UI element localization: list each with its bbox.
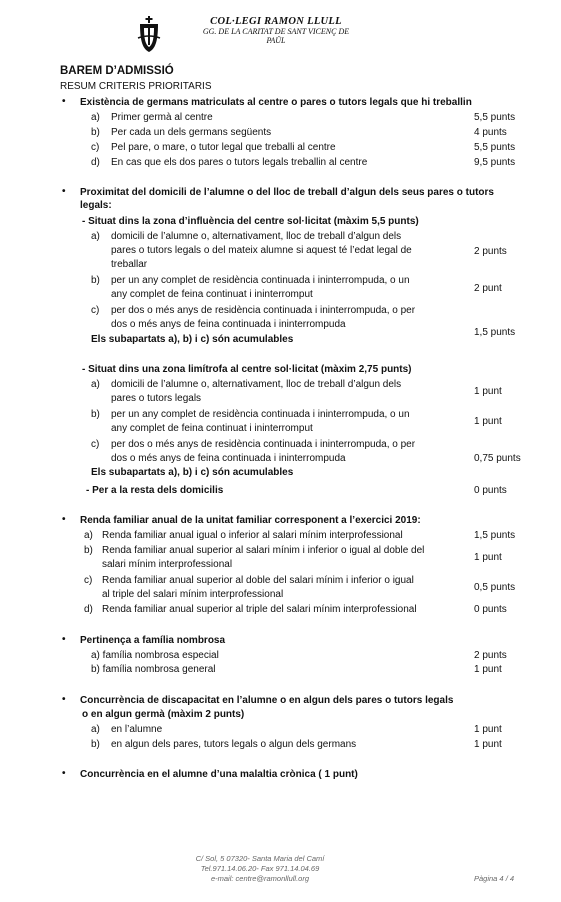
points-value: 1 punt [474,552,502,563]
other-domiciles: - Per a la resta dels domicilis [86,485,224,496]
bullet-icon: • [62,186,66,197]
list-item: En cas que els dos pares o tutors legals treballin al centre [111,157,368,168]
list-marker: a) [91,724,100,735]
points-value: 1,5 punts [474,327,516,338]
footer-email: e-mail: centre@ramonllull.org [210,874,310,883]
list-marker: b) [91,127,100,138]
points-value: 2 punts [474,246,507,257]
section-siblings-title: Existència de germans matriculats al centre o pares o tutors legals que hi treballin [80,97,472,108]
bullet-icon: • [62,514,66,525]
list-item-cont: any complet de feina continuat i ininterromput [111,289,313,300]
list-marker: c) [84,575,93,586]
bullet-icon: • [62,634,66,645]
section-disability-title: Concurrència de discapacitat en l’alumne o en algun dels pares o tutors legals [80,695,454,706]
bullet-icon: • [62,768,66,779]
list-item-cont: dos o més anys de feina continuada i ininterrompuda [111,453,346,464]
list-item: Renda familiar anual superior al doble del salari mínim i inferior o igual [102,575,414,586]
list-marker: a) [91,231,100,242]
points-value: 0 punts [474,485,507,496]
section-large-family-title: Pertinença a família nombrosa [80,635,226,646]
list-item-cont: pares o tutors legals [111,393,202,404]
list-marker: a) [91,379,100,390]
school-order-line2: PAÜL [266,36,286,45]
list-marker: c) [91,439,100,450]
list-item: b) família nombrosa general [91,664,216,675]
section-chronic-illness-title: Concurrència en el alumne d’una malaltia crònica ( 1 punt) [80,769,358,780]
points-value: 9,5 punts [474,157,516,168]
list-item: domicili de l’alumne o, alternativament, lloc de treball d’algun dels [111,231,402,242]
cumulative-note: Els subapartats a), b) i c) són acumulables [91,334,294,345]
points-value: 0,75 punts [474,453,521,464]
list-marker: a) [91,112,100,123]
points-value: 1 punt [474,664,502,675]
zone-influence-title: - Situat dins la zona d’influència del centre sol·licitat (màxim 5,5 punts) [82,216,419,227]
page-subtitle: RESUM CRITERIS PRIORITARIS [60,81,212,92]
list-item: per dos o més anys de residència continuada i ininterrompuda, o per [111,439,416,450]
points-value: 5,5 punts [474,142,516,153]
points-value: 1 punt [474,739,502,750]
list-item-cont: al triple del salari mínim interprofessional [102,589,284,600]
list-marker: c) [91,305,100,316]
list-marker: b) [91,275,100,286]
list-marker: d) [84,604,93,615]
section-disability-title-cont: o en algun germà (màxim 2 punts) [82,709,245,720]
list-item: per dos o més anys de residència continuada i ininterrompuda, o per [111,305,416,316]
list-item: a) família nombrosa especial [91,650,219,661]
list-marker: a) [84,530,93,541]
section-income-title: Renda familiar anual de la unitat familiar corresponent a l’exercici 2019: [80,515,421,526]
points-value: 1,5 punts [474,530,516,541]
school-logo-icon [136,14,162,54]
list-item: en algun dels pares, tutors legals o algun dels germans [111,739,357,750]
points-value: 1 punt [474,416,502,427]
section-proximity-title-cont: legals: [80,200,112,211]
list-marker: b) [91,739,100,750]
list-item-cont: any complet de feina continuat i ininterromput [111,423,313,434]
list-item-cont: dos o més anys de feina continuada i ininterrompuda [111,319,346,330]
list-item: Per cada un dels germans següents [111,127,272,138]
list-item: domicili de l’alumne o, alternativament, lloc de treball d’algun dels [111,379,402,390]
list-item: Pel pare, o mare, o tutor legal que treballi al centre [111,142,336,153]
points-value: 5,5 punts [474,112,516,123]
list-item-cont: treballar [111,259,148,270]
list-item: Renda familiar anual superior al triple del salari mínim interprofessional [102,604,417,615]
list-item: en l’alumne [111,724,163,735]
points-value: 2 punts [474,650,507,661]
section-proximity-title: Proximitat del domicili de l’alumne o del lloc de treball d’algun dels seus pares o tutors [80,187,494,198]
points-value: 2 punt [474,283,502,294]
school-order-line1: GG. DE LA CARITAT DE SANT VICENÇ DE [202,27,350,36]
list-marker: b) [91,409,100,420]
school-name: COL·LEGI RAMON LLULL [210,16,342,27]
page-title: BAREM D’ADMISSIÓ [60,65,174,77]
school-header [190,16,362,45]
list-item: Renda familiar anual superior al salari mínim i inferior o igual al doble del [102,545,425,556]
list-marker: d) [91,157,100,168]
list-item-cont: pares o tutors legals o del mateix alumne si aquest té l’edat legal de [111,245,412,256]
points-value: 0,5 punts [474,582,516,593]
points-value: 0 punts [474,604,507,615]
list-item: per un any complet de residència continuada i ininterrompuda, o un [111,409,410,420]
page-number: Pàgina 4 / 4 [474,874,515,883]
bullet-icon: • [62,694,66,705]
footer-contact [120,854,400,884]
list-item: Renda familiar anual igual o inferior al salari mínim interprofessional [102,530,403,541]
list-marker: c) [91,142,100,153]
cumulative-note: Els subapartats a), b) i c) són acumulables [91,467,294,478]
points-value: 1 punt [474,386,502,397]
list-marker: b) [84,545,93,556]
zone-border-title: - Situat dins una zona limítrofa al centre sol·licitat (màxim 2,75 punts) [82,364,412,375]
points-value: 4 punts [474,127,507,138]
footer-address: C/ Sol, 5 07320- Santa Maria del Camí [195,854,325,863]
points-value: 1 punt [474,724,502,735]
bullet-icon: • [62,96,66,107]
list-item: Primer germà al centre [111,112,213,123]
list-item-cont: salari mínim interprofessional [102,559,233,570]
list-item: per un any complet de residència continuada i ininterrompuda, o un [111,275,410,286]
footer-phone: Tel.971.14.06.20- Fax 971.14.04.69 [200,864,320,873]
